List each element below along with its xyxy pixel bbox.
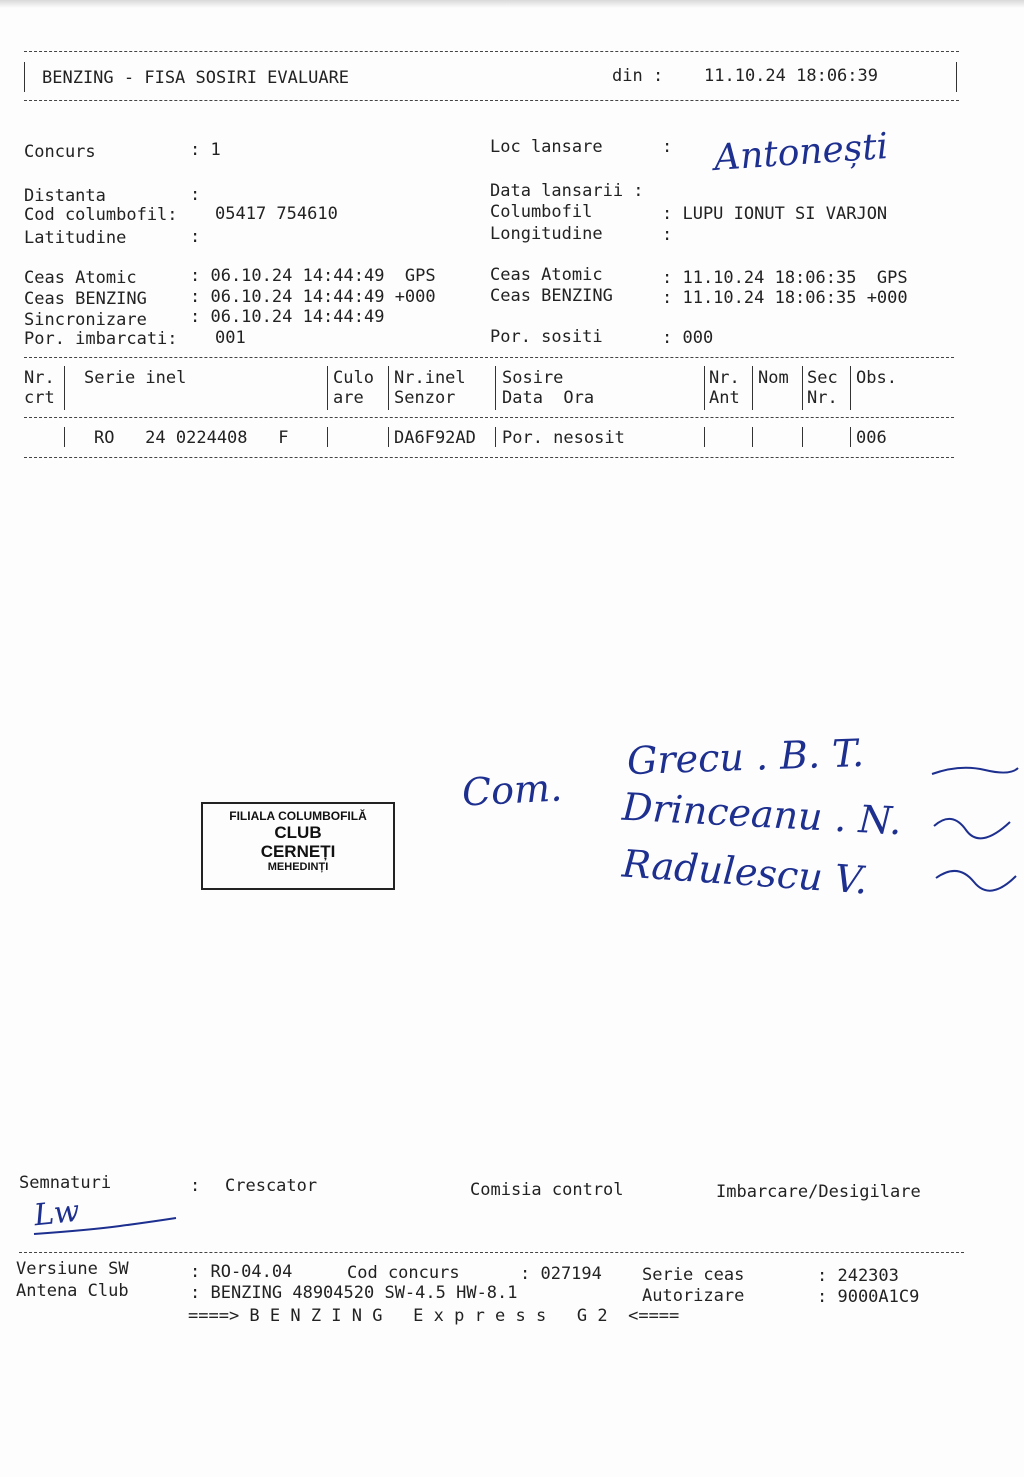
serie-ceas-value: : 242303 (817, 1266, 899, 1286)
columbofil-value: : LUPU IONUT SI VARJON (662, 204, 888, 224)
loc-lansare-colon: : (662, 137, 673, 157)
data-lansarii-label: Data lansarii : (490, 181, 644, 201)
header-data-ora: Data Ora (502, 388, 595, 408)
header-senzor: Senzor (394, 388, 456, 408)
ceas-benzing-right-label: Ceas BENZING (490, 286, 613, 306)
commission-label: Com. (460, 765, 564, 815)
header-left-bar (24, 62, 25, 92)
ceas-benzing-right-value: : 11.10.24 18:06:35 +000 (662, 288, 908, 308)
table-header-bottom-rule (24, 417, 954, 418)
col-divider (327, 366, 328, 410)
form-title: BENZING - FISA SOSIRI EVALUARE (42, 68, 350, 88)
antena-club-label: Antena Club (16, 1281, 129, 1301)
club-stamp (201, 802, 395, 890)
commission-member-2: Drinceanu . N. (621, 784, 903, 844)
ceas-atomic-left-value: : 06.10.24 14:44:49 GPS (190, 266, 436, 286)
header-top-rule (24, 51, 959, 52)
latitudine-label: Latitudine (24, 228, 127, 248)
ceas-atomic-left-label: Ceas Atomic (24, 268, 137, 288)
commission-member-3: Radulescu V. (620, 841, 870, 903)
autorizare-label: Autorizare (642, 1286, 745, 1306)
semnaturi-colon: : (190, 1176, 201, 1196)
col-divider (388, 366, 389, 410)
header-culoare-2: are (333, 388, 364, 408)
cod-columbofil-label: Cod columbofil: (24, 205, 178, 225)
columbofil-label: Columbofil (490, 202, 593, 222)
col-divider (64, 366, 65, 410)
sincronizare-label: Sincronizare (24, 310, 147, 330)
header-bottom-rule (24, 100, 959, 101)
din-value: 11.10.24 18:06:39 (704, 66, 878, 86)
imbarcare-label: Imbarcare/Desigilare (716, 1182, 921, 1202)
crescator-label: Crescator (225, 1176, 318, 1196)
header-sec: Sec (807, 368, 838, 388)
ceas-atomic-right-label: Ceas Atomic (490, 265, 603, 285)
row-divider (64, 427, 65, 447)
footer-rule (19, 1252, 964, 1253)
ceas-atomic-right-value: : 11.10.24 18:06:35 GPS (662, 268, 908, 288)
header-nr-ant: Nr. (709, 368, 740, 388)
header-serie-inel: Serie inel (84, 368, 187, 388)
longitudine-label: Longitudine (490, 224, 603, 244)
header-nr-ant-2: Ant (709, 388, 740, 408)
por-imbarcati-label: Por. imbarcati: (24, 329, 178, 349)
comisia-control-label: Comisia control (470, 1180, 624, 1200)
col-divider (704, 366, 705, 410)
row-divider (850, 427, 851, 447)
antena-club-value: : BENZING 48904520 SW-4.5 HW-8.1 (190, 1283, 518, 1303)
crescator-signature-stroke (30, 1210, 180, 1240)
sincronizare-value: : 06.10.24 14:44:49 (190, 307, 385, 327)
header-nr-crt-2: crt (24, 388, 55, 408)
col-divider (802, 366, 803, 410)
header-culoare: Culo (333, 368, 374, 388)
header-obs: Obs. (856, 368, 897, 388)
cod-concurs-value: : 027194 (520, 1264, 602, 1284)
stamp-line-4: MEHEDINȚI (267, 861, 329, 873)
row-obs: 006 (856, 428, 887, 448)
col-divider (495, 366, 496, 410)
versiune-sw-label: Versiune SW (16, 1259, 129, 1279)
header-nr-inel: Nr.inel (394, 368, 466, 388)
ceas-benzing-left-label: Ceas BENZING (24, 289, 147, 309)
longitudine-colon: : (662, 225, 673, 245)
autorizare-value: : 9000A1C9 (817, 1287, 920, 1307)
semnaturi-label: Semnaturi (19, 1173, 112, 1193)
header-sec-nr: Nr. (807, 388, 838, 408)
header-sosire: Sosire (502, 368, 564, 388)
por-sositi-label: Por. sositi (490, 327, 603, 347)
row-divider (802, 427, 803, 447)
distanta-colon: : (190, 185, 201, 205)
concurs-value: : 1 (190, 140, 221, 160)
cod-concurs-label: Cod concurs (347, 1263, 460, 1283)
row-divider (388, 427, 389, 447)
row-serie-inel: RO 24 0224408 F (94, 428, 289, 448)
loc-lansare-handwritten: Antonești (712, 125, 890, 180)
row-sosire: Por. nesosit (502, 428, 625, 448)
header-right-bar (956, 62, 957, 92)
table-top-rule (24, 357, 954, 358)
row-senzor: DA6F92AD (394, 428, 476, 448)
row-divider (752, 427, 753, 447)
por-sositi-value: : 000 (662, 328, 714, 348)
col-divider (850, 366, 851, 410)
serie-ceas-label: Serie ceas (642, 1265, 745, 1285)
paper-edge-shadow (0, 0, 1024, 8)
por-imbarcati-value: 001 (215, 328, 246, 348)
distanta-label: Distanta (24, 186, 106, 206)
row-divider (495, 427, 496, 447)
concurs-label: Concurs (24, 142, 96, 162)
stamp-line-1: FILIALA COLUMBOFILĂ (229, 809, 367, 823)
row-divider (704, 427, 705, 447)
crescator-signature: Lw (32, 1193, 82, 1234)
commission-signature-strokes (930, 760, 1020, 900)
latitudine-colon: : (190, 227, 201, 247)
stamp-line-3: CERNEȚI (260, 842, 336, 861)
versiune-sw-value: : RO-04.04 (190, 1262, 293, 1282)
table-bottom-rule (24, 457, 954, 458)
benzing-banner: ====> B E N Z I N G E x p r e s s G 2 <==== (188, 1306, 680, 1326)
header-nom: Nom (758, 368, 789, 388)
din-label: din : (612, 66, 664, 86)
loc-lansare-label: Loc lansare (490, 137, 603, 157)
stamp-line-2: CLUB (274, 823, 322, 842)
header-nr-crt: Nr. (24, 368, 55, 388)
commission-member-1: Grecu . B. T. (626, 730, 865, 784)
row-divider (327, 427, 328, 447)
cod-columbofil-value: 05417 754610 (215, 204, 338, 224)
col-divider (752, 366, 753, 410)
ceas-benzing-left-value: : 06.10.24 14:44:49 +000 (190, 287, 436, 307)
